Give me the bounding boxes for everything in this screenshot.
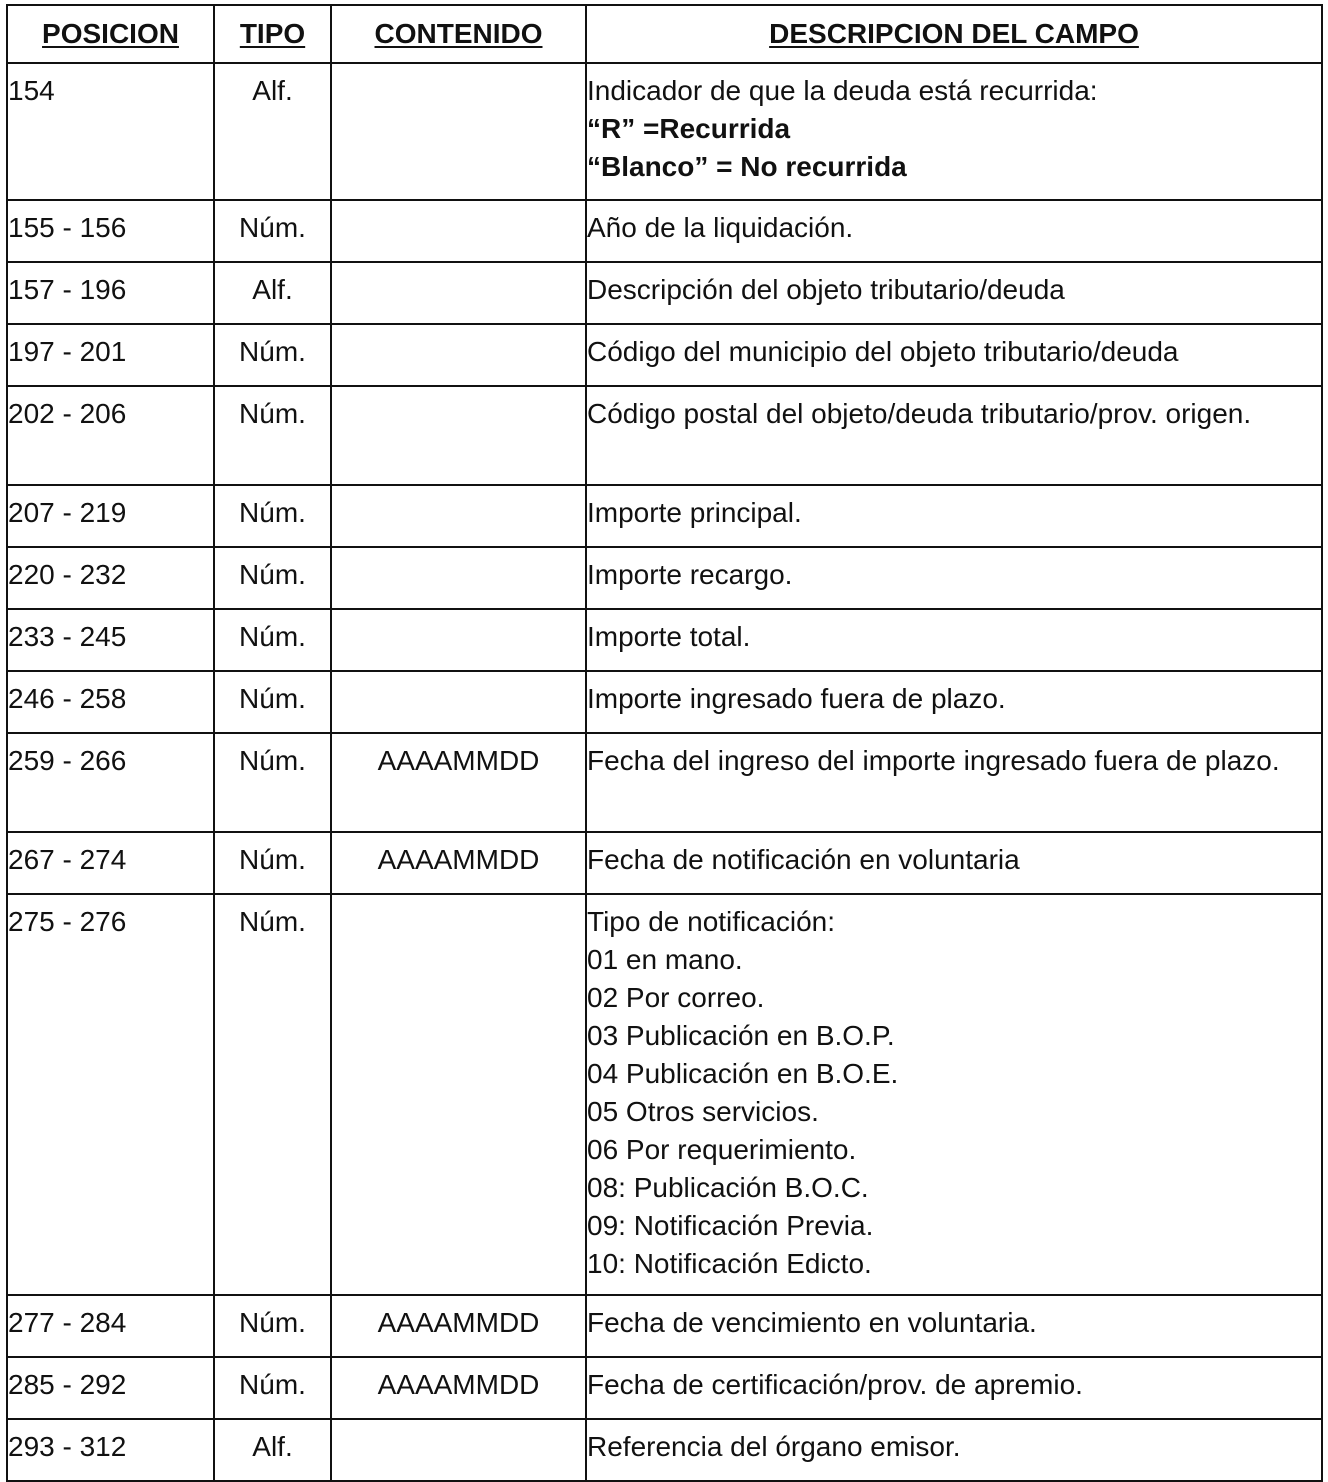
cell-tipo: Núm. [214, 671, 331, 733]
cell-descripcion: Importe recargo. [586, 547, 1322, 609]
cell-contenido [331, 1419, 586, 1481]
cell-descripcion: Código postal del objeto/deuda tributario/prov. origen. [586, 386, 1322, 485]
field-spec-table [6, 4, 1323, 1482]
cell-tipo: Alf. [214, 63, 331, 200]
cell-descripcion [586, 894, 1322, 1295]
cell-contenido [331, 324, 586, 386]
cell-contenido [331, 609, 586, 671]
descripcion-text: Indicador de que la deuda está recurrida: [587, 75, 1098, 106]
cell-posicion: 259 - 266 [7, 733, 214, 832]
descripcion-option-r: “R” =Recurrida [587, 113, 791, 144]
notificacion-option: 10: Notificación Edicto. [587, 1248, 872, 1279]
table-row [7, 386, 1322, 485]
cell-contenido [331, 671, 586, 733]
cell-contenido: AAAAMMDD [331, 1357, 586, 1419]
notificacion-option: 01 en mano. [587, 944, 743, 975]
cell-tipo: Núm. [214, 832, 331, 894]
notificacion-option: 04 Publicación en B.O.E. [587, 1058, 899, 1089]
cell-descripcion: Fecha de certificación/prov. de apremio. [586, 1357, 1322, 1419]
cell-contenido [331, 894, 586, 1295]
cell-descripcion [586, 63, 1322, 200]
cell-posicion: 277 - 284 [7, 1295, 214, 1357]
cell-tipo: Alf. [214, 1419, 331, 1481]
table-row [7, 1419, 1322, 1481]
cell-contenido: AAAAMMDD [331, 733, 586, 832]
cell-posicion: 207 - 219 [7, 485, 214, 547]
descripcion-option-blanco: “Blanco” = No recurrida [587, 151, 907, 182]
cell-posicion: 267 - 274 [7, 832, 214, 894]
cell-tipo: Núm. [214, 547, 331, 609]
cell-tipo: Núm. [214, 1295, 331, 1357]
cell-tipo: Núm. [214, 733, 331, 832]
cell-descripcion: Fecha de notificación en voluntaria [586, 832, 1322, 894]
descripcion-text: Tipo de notificación: [587, 906, 835, 937]
notificacion-option: 05 Otros servicios. [587, 1096, 819, 1127]
table-row [7, 609, 1322, 671]
cell-tipo: Núm. [214, 1357, 331, 1419]
cell-contenido [331, 63, 586, 200]
table-row [7, 485, 1322, 547]
cell-posicion: 275 - 276 [7, 894, 214, 1295]
cell-tipo: Núm. [214, 200, 331, 262]
notificacion-option: 03 Publicación en B.O.P. [587, 1020, 895, 1051]
cell-descripcion: Descripción del objeto tributario/deuda [586, 262, 1322, 324]
notificacion-option: 09: Notificación Previa. [587, 1210, 874, 1241]
cell-posicion: 154 [7, 63, 214, 200]
cell-posicion: 157 - 196 [7, 262, 214, 324]
cell-contenido [331, 485, 586, 547]
header-contenido: CONTENIDO [331, 5, 586, 63]
cell-tipo: Núm. [214, 485, 331, 547]
table-row [7, 733, 1322, 832]
cell-descripcion: Referencia del órgano emisor. [586, 1419, 1322, 1481]
header-descripcion: DESCRIPCION DEL CAMPO [586, 5, 1322, 63]
cell-contenido [331, 547, 586, 609]
table-row [7, 262, 1322, 324]
notificacion-option: 08: Publicación B.O.C. [587, 1172, 869, 1203]
cell-tipo: Alf. [214, 262, 331, 324]
header-tipo: TIPO [214, 5, 331, 63]
table-row [7, 894, 1322, 1295]
cell-posicion: 233 - 245 [7, 609, 214, 671]
table-row [7, 63, 1322, 200]
notificacion-option: 02 Por correo. [587, 982, 765, 1013]
cell-descripcion: Código del municipio del objeto tributario/deuda [586, 324, 1322, 386]
notificacion-option: 06 Por requerimiento. [587, 1134, 857, 1165]
cell-tipo: Núm. [214, 609, 331, 671]
cell-tipo: Núm. [214, 894, 331, 1295]
cell-contenido [331, 386, 586, 485]
cell-contenido [331, 200, 586, 262]
cell-posicion: 293 - 312 [7, 1419, 214, 1481]
cell-tipo: Núm. [214, 386, 331, 485]
cell-contenido: AAAAMMDD [331, 1295, 586, 1357]
table-row [7, 324, 1322, 386]
cell-descripcion: Importe total. [586, 609, 1322, 671]
cell-posicion: 202 - 206 [7, 386, 214, 485]
cell-descripcion: Fecha del ingreso del importe ingresado fuera de plazo. [586, 733, 1322, 832]
cell-contenido [331, 262, 586, 324]
cell-descripcion: Importe ingresado fuera de plazo. [586, 671, 1322, 733]
cell-posicion: 285 - 292 [7, 1357, 214, 1419]
cell-descripcion: Fecha de vencimiento en voluntaria. [586, 1295, 1322, 1357]
cell-posicion: 220 - 232 [7, 547, 214, 609]
table-row [7, 671, 1322, 733]
table-header-row [7, 5, 1322, 63]
cell-posicion: 155 - 156 [7, 200, 214, 262]
cell-contenido: AAAAMMDD [331, 832, 586, 894]
cell-posicion: 246 - 258 [7, 671, 214, 733]
table-row [7, 200, 1322, 262]
table-row [7, 1357, 1322, 1419]
cell-descripcion: Importe principal. [586, 485, 1322, 547]
field-spec-sheet [6, 4, 1321, 1482]
cell-posicion: 197 - 201 [7, 324, 214, 386]
table-row [7, 1295, 1322, 1357]
cell-descripcion: Año de la liquidación. [586, 200, 1322, 262]
table-row [7, 832, 1322, 894]
header-posicion: POSICION [7, 5, 214, 63]
cell-tipo: Núm. [214, 324, 331, 386]
table-row [7, 547, 1322, 609]
